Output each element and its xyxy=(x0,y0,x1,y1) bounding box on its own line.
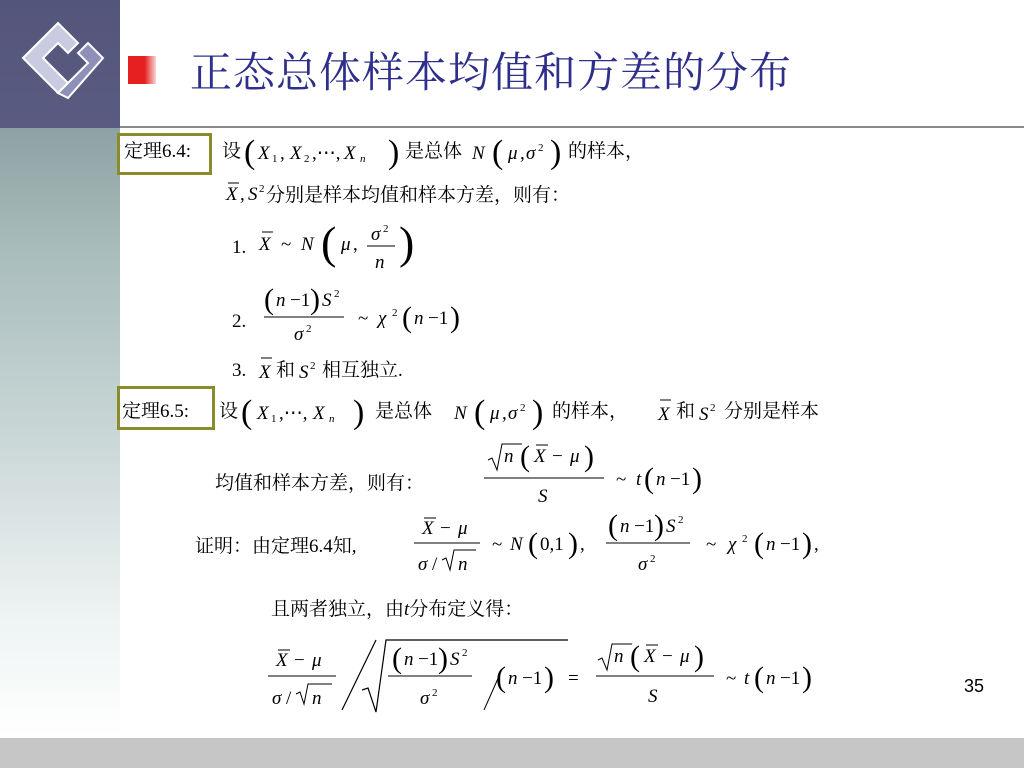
svg-text:(: ( xyxy=(392,642,402,675)
svg-text:μ: μ xyxy=(680,646,690,667)
svg-text:(: ( xyxy=(241,394,253,431)
svg-text:X: X xyxy=(290,143,302,164)
svg-text:(: ( xyxy=(630,640,640,673)
svg-text:−1: −1 xyxy=(522,668,543,689)
svg-text:(: ( xyxy=(492,134,504,171)
corner-panel xyxy=(0,0,120,128)
proof-label: 证明：由定理6.4知, xyxy=(195,536,357,557)
item-2-number: 2. xyxy=(232,311,247,332)
svg-text:(: ( xyxy=(754,661,764,694)
svg-text:X: X xyxy=(658,404,670,425)
svg-text:−: − xyxy=(552,446,563,467)
svg-text:σ: σ xyxy=(526,143,536,164)
svg-text:,: , xyxy=(520,143,525,164)
svg-text:n: n xyxy=(414,308,424,329)
svg-text:S: S xyxy=(648,686,658,707)
svg-text:~: ~ xyxy=(726,668,737,689)
svg-text:n: n xyxy=(620,516,630,537)
svg-text:2: 2 xyxy=(742,533,748,545)
svg-text:2: 2 xyxy=(392,307,398,319)
svg-text:−1: −1 xyxy=(634,516,655,537)
svg-text:X: X xyxy=(534,446,546,467)
svg-text:S: S xyxy=(322,290,332,311)
svg-text:t: t xyxy=(744,668,750,689)
svg-text:−1: −1 xyxy=(428,308,449,329)
svg-text:2: 2 xyxy=(710,402,716,414)
theorem-6-5-s2 xyxy=(697,396,723,426)
theorem-6-5-is-population: 是总体 xyxy=(375,401,433,422)
svg-text:2: 2 xyxy=(650,553,656,565)
svg-text:X: X xyxy=(258,143,270,164)
svg-text:): ) xyxy=(310,283,320,316)
svg-text:,: , xyxy=(814,534,819,555)
sidebar-gradient xyxy=(0,128,120,738)
svg-text:n: n xyxy=(404,649,414,670)
svg-text:): ) xyxy=(388,134,400,171)
svg-text:2: 2 xyxy=(306,323,312,335)
svg-text:−: − xyxy=(662,646,673,667)
svg-text:): ) xyxy=(438,642,448,675)
theorem-6-4-is-population: 是总体 xyxy=(405,141,463,162)
svg-text:S: S xyxy=(248,184,258,205)
svg-text:n: n xyxy=(276,290,286,311)
svg-text:): ) xyxy=(694,640,704,673)
svg-text:): ) xyxy=(399,217,415,268)
slide-title: 正态总体样本均值和方差的分布 xyxy=(190,48,793,97)
item-3-he: 和 xyxy=(276,360,296,381)
svg-text:σ: σ xyxy=(638,554,648,575)
svg-text:S: S xyxy=(538,486,548,507)
theorem-6-5-sample xyxy=(237,392,377,432)
svg-text:2: 2 xyxy=(310,360,316,372)
svg-text:): ) xyxy=(692,462,702,495)
svg-text:2: 2 xyxy=(259,183,265,195)
svg-text:,: , xyxy=(240,184,245,205)
svg-text:/: / xyxy=(286,688,292,709)
svg-text:(: ( xyxy=(520,440,530,473)
svg-text:σ: σ xyxy=(294,324,304,345)
svg-text:μ: μ xyxy=(312,650,322,671)
svg-text:): ) xyxy=(584,440,594,473)
svg-text:σ: σ xyxy=(371,224,381,245)
svg-text:−1: −1 xyxy=(780,668,801,689)
header-divider xyxy=(120,126,1024,128)
svg-text:σ: σ xyxy=(272,688,282,709)
svg-text:(: ( xyxy=(754,527,764,560)
svg-text:): ) xyxy=(802,661,812,694)
svg-text:(: ( xyxy=(528,527,538,560)
svg-text:X: X xyxy=(259,362,271,383)
svg-text:n: n xyxy=(458,554,468,575)
svg-text:−1: −1 xyxy=(290,290,311,311)
svg-text:X: X xyxy=(259,234,271,255)
svg-text:2: 2 xyxy=(383,223,389,235)
svg-text:): ) xyxy=(654,509,664,542)
theorem-6-5-normal xyxy=(452,392,552,432)
svg-text:t: t xyxy=(636,469,642,490)
footer-bar xyxy=(0,738,1024,768)
svg-text:n: n xyxy=(508,668,518,689)
svg-text:~: ~ xyxy=(616,469,627,490)
theorem-6-5-tail: 分别是样本 xyxy=(724,401,820,422)
svg-text:−: − xyxy=(440,518,451,539)
svg-text:): ) xyxy=(353,394,365,431)
svg-text:1: 1 xyxy=(272,153,278,165)
svg-text:,: , xyxy=(280,143,285,164)
svg-text:~: ~ xyxy=(706,534,717,555)
svg-text:−1: −1 xyxy=(670,469,691,490)
item-3-number: 3. xyxy=(232,360,247,381)
proof-line2-t: t xyxy=(404,599,410,620)
svg-text:X: X xyxy=(644,646,656,667)
svg-text:,⋯,: ,⋯, xyxy=(279,403,308,424)
svg-text:): ) xyxy=(550,134,562,171)
svg-text:(: ( xyxy=(244,134,256,171)
svg-text:2: 2 xyxy=(538,142,544,154)
svg-text:n: n xyxy=(360,153,366,165)
svg-text:N: N xyxy=(454,403,467,424)
svg-text:0,1: 0,1 xyxy=(540,534,564,555)
theorem-6-5-set: 设 xyxy=(219,401,239,422)
svg-text:X: X xyxy=(344,143,356,164)
item-1-formula xyxy=(255,217,435,280)
svg-text:n: n xyxy=(312,688,322,709)
svg-text:−1: −1 xyxy=(418,649,439,670)
svg-text:(: ( xyxy=(264,283,274,316)
svg-text:χ: χ xyxy=(378,308,387,329)
svg-text:n: n xyxy=(504,446,514,467)
svg-text:~: ~ xyxy=(358,308,369,329)
svg-text:(: ( xyxy=(644,462,654,495)
svg-text:n: n xyxy=(656,469,666,490)
svg-text:μ: μ xyxy=(508,143,518,164)
theorem-6-5-line2: 均值和样本方差，则有： xyxy=(215,473,425,494)
svg-text:σ: σ xyxy=(420,688,430,709)
theorem-6-4-line2: 分别是样本均值和样本方差，则有： xyxy=(266,185,571,206)
svg-text:−1: −1 xyxy=(780,534,801,555)
page-number: 35 xyxy=(964,676,985,696)
svg-text:μ: μ xyxy=(570,446,580,467)
svg-text:μ: μ xyxy=(458,518,468,539)
svg-text:N: N xyxy=(510,534,523,555)
svg-text:): ) xyxy=(544,661,554,694)
svg-text:,: , xyxy=(353,234,358,255)
svg-text:n: n xyxy=(375,252,385,273)
svg-text:(: ( xyxy=(474,394,486,431)
proof-line2-tail: 分布定义得： xyxy=(409,599,524,620)
svg-text:N: N xyxy=(472,143,485,164)
svg-text:n: n xyxy=(329,413,335,425)
svg-text:S: S xyxy=(299,362,309,383)
theorem-6-5-of-sample: 的样本， xyxy=(552,401,629,422)
svg-text:X: X xyxy=(276,650,288,671)
svg-text:S: S xyxy=(450,649,460,670)
proof-formula-1 xyxy=(410,510,850,582)
item-3-s2 xyxy=(297,354,323,384)
svg-text:2: 2 xyxy=(520,402,526,414)
svg-text:N: N xyxy=(301,234,314,255)
svg-text:X: X xyxy=(257,403,269,424)
svg-text:2: 2 xyxy=(304,153,310,165)
svg-text:): ) xyxy=(450,301,460,334)
svg-text:,⋯,: ,⋯, xyxy=(312,143,341,164)
svg-text:=: = xyxy=(568,668,579,689)
svg-text:): ) xyxy=(568,527,578,560)
item-2-formula xyxy=(260,284,490,348)
svg-text:(: ( xyxy=(402,301,412,334)
item-3-text: 相互独立. xyxy=(322,360,403,381)
svg-text:n: n xyxy=(766,668,776,689)
item-1-number: 1. xyxy=(232,237,247,258)
svg-text:/: / xyxy=(432,554,438,575)
svg-text:S: S xyxy=(699,404,709,425)
item-3-xbar xyxy=(255,354,277,384)
theorem-6-4-set: 设 xyxy=(222,141,242,162)
sample-x1-xn xyxy=(240,132,410,172)
theorem-6-5-statistic xyxy=(480,440,720,510)
svg-text:(: ( xyxy=(608,509,618,542)
svg-text:X: X xyxy=(313,403,325,424)
svg-text:σ: σ xyxy=(418,554,428,575)
svg-text:(: ( xyxy=(496,661,506,694)
svg-text:S: S xyxy=(666,516,676,537)
proof-line2 xyxy=(271,600,523,619)
svg-text:~: ~ xyxy=(281,234,292,255)
proof-line2-head: 且两者独立，由 xyxy=(271,599,405,620)
svg-text:2: 2 xyxy=(462,647,468,659)
svg-text:~: ~ xyxy=(492,534,503,555)
theorem-6-5-label: 定理6.5: xyxy=(122,401,190,422)
theorem-6-4-of-sample: 的样本， xyxy=(568,141,645,162)
svg-text:,: , xyxy=(502,403,507,424)
svg-text:2: 2 xyxy=(334,288,340,300)
logo-icon xyxy=(18,18,108,108)
svg-text:): ) xyxy=(802,527,812,560)
svg-text:−: − xyxy=(294,650,305,671)
svg-text:μ: μ xyxy=(490,403,500,424)
svg-text:σ: σ xyxy=(508,403,518,424)
svg-text:(: ( xyxy=(321,217,337,268)
svg-text:2: 2 xyxy=(678,514,684,526)
svg-text:μ: μ xyxy=(341,234,351,255)
svg-text:1: 1 xyxy=(271,413,277,425)
svg-text:X: X xyxy=(226,184,238,205)
theorem-6-4-label: 定理6.4: xyxy=(124,141,192,162)
title-bullet-icon xyxy=(128,56,156,84)
svg-text:,: , xyxy=(580,534,585,555)
theorem-6-5-xbar xyxy=(654,396,676,426)
svg-text:χ: χ xyxy=(728,534,737,555)
theorem-6-5-he: 和 xyxy=(676,401,696,422)
normal-mu-sigma2 xyxy=(470,132,570,172)
svg-text:): ) xyxy=(532,394,544,431)
svg-text:X: X xyxy=(422,518,434,539)
svg-text:n: n xyxy=(614,646,624,667)
svg-text:2: 2 xyxy=(432,687,438,699)
svg-text:n: n xyxy=(766,534,776,555)
proof-final-formula xyxy=(262,638,832,718)
